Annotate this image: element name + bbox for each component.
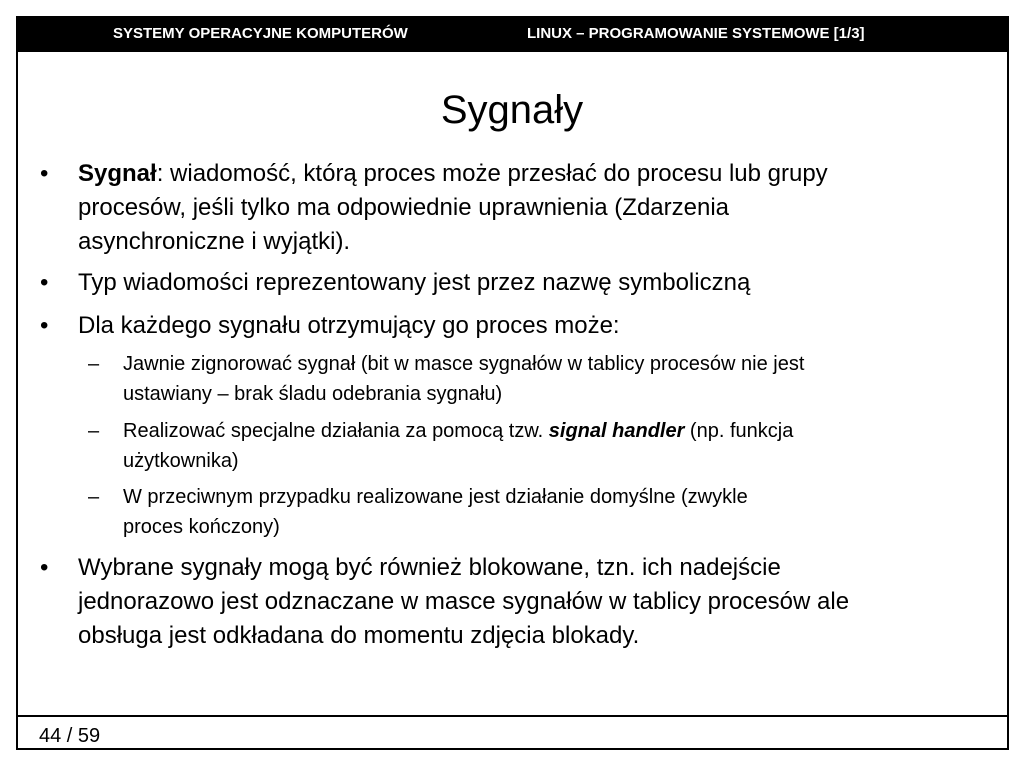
bullet-blocking [78, 551, 1000, 653]
bullet-line: Dla każdego sygnału otrzymujący go proces może: [78, 312, 620, 339]
bullet-line: asynchroniczne i wyjątki). [78, 228, 351, 255]
bullet-line [78, 157, 1000, 191]
bullet-marker: • [40, 269, 49, 296]
sub-bullet-line: W przeciwnym przypadku realizowane jest działanie domyślne (zwykle [123, 486, 748, 508]
course-title: SYSTEMY OPERACYJNE KOMPUTERÓW [113, 25, 408, 42]
sub-bullet-marker: – [88, 353, 100, 375]
bullet-text-fragment: : wiadomość, którą proces może przesłać do procesu lub grupy [156, 160, 828, 187]
sub-bullet-line: użytkownika) [123, 450, 239, 472]
sub-bullet-line: proces kończony) [123, 516, 280, 538]
bullet-line: jednorazowo jest odznaczane w masce sygnałów w tablicy procesów ale [78, 588, 850, 615]
footer-divider [16, 715, 1009, 717]
term-signal-handler: signal handler [548, 420, 685, 442]
sub-bullet-fragment: Realizować specjalne działania za pomocą tzw. [123, 420, 549, 442]
slide-title: Sygnały [440, 88, 584, 132]
bullet-process-options [78, 309, 1000, 343]
bullet-line: Wybrane sygnały mogą być również blokowane, tzn. ich nadejście [78, 554, 781, 581]
term-signal: Sygnał [78, 160, 157, 187]
bullet-marker: • [40, 312, 49, 339]
sub-bullet-line: Jawnie zignorować sygnał (bit w masce sygnałów w tablicy procesów nie jest [123, 353, 805, 375]
bullet-symbolic-name [78, 266, 1000, 300]
section-title: LINUX – PROGRAMOWANIE SYSTEMOWE [1/3] [527, 25, 865, 42]
page-number: 44 / 59 [39, 725, 101, 747]
sub-bullet-line: ustawiany – brak śladu odebrania sygnału) [123, 383, 503, 405]
bullet-line: procesów, jeśli tylko ma odpowiednie uprawnienia (Zdarzenia [78, 194, 730, 221]
sub-bullet-fragment: (np. funkcja [684, 420, 794, 442]
bullet-line: obsługa jest odkładana do momentu zdjęcia blokady. [78, 622, 640, 649]
sub-bullet-marker: – [88, 420, 100, 442]
sub-bullet-marker: – [88, 486, 100, 508]
sub-bullet-line [123, 416, 1003, 446]
header-bar [16, 16, 1009, 52]
bullet-marker: • [40, 160, 49, 187]
bullet-marker: • [40, 554, 49, 581]
bullet-line: Typ wiadomości reprezentowany jest przez nazwę symboliczną [78, 269, 751, 296]
sub-bullet-handler [123, 416, 1003, 476]
bullet-signal-definition [78, 157, 1000, 259]
sub-bullet-default [123, 482, 1003, 542]
sub-bullet-ignore [123, 349, 1003, 409]
